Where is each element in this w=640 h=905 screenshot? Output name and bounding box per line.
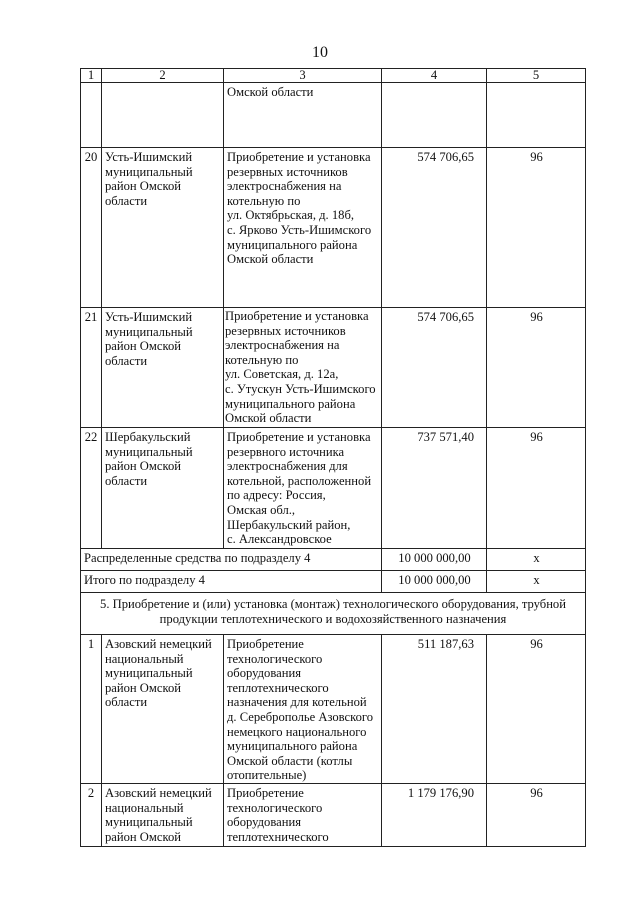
share-cell: 96 xyxy=(487,635,586,784)
summary-label: Распределенные средства по подразделу 4 xyxy=(81,549,382,571)
table-row xyxy=(81,783,586,846)
description-line: Приобретение xyxy=(227,785,304,800)
description-cell xyxy=(224,783,382,846)
summary-amount: 10 000 000,00 xyxy=(382,571,487,593)
description-line: котельной, расположенной xyxy=(227,473,372,488)
description-line: муниципального района xyxy=(227,739,358,754)
municipality-cell: Усть-Ишимский муниципальный район Омской области xyxy=(102,308,224,428)
column-number-header: 1 xyxy=(81,69,102,83)
description-line: муниципального района xyxy=(227,237,358,252)
description-line: Омской области (котлы xyxy=(227,753,353,768)
description-line: резервного источника xyxy=(227,444,345,459)
row-number: 22 xyxy=(81,428,102,549)
description-line: ул. Советская, д. 12а, xyxy=(225,367,339,382)
row-number: 20 xyxy=(81,148,102,308)
description-line: котельную по xyxy=(227,193,301,208)
description-line: резервных источников xyxy=(225,323,346,338)
description-line: Приобретение и установка xyxy=(225,309,369,323)
row-number: 1 xyxy=(81,635,102,784)
continuation-row xyxy=(81,83,586,148)
description-line: технологического xyxy=(227,800,323,815)
amount-cell: 737 571,40 xyxy=(382,428,487,549)
description-line: котельную по xyxy=(225,352,299,367)
description-line: оборудования xyxy=(227,666,301,681)
column-number-header: 4 xyxy=(382,69,487,83)
description-line: немецкого национального xyxy=(227,724,367,739)
description-line: технологического xyxy=(227,651,323,666)
table-row xyxy=(81,428,586,549)
municipality-cell: Азовский немецкий национальный муниципальный район Омской xyxy=(102,783,224,846)
description-line: ул. Октябрьская, д. 18б, xyxy=(227,208,355,223)
description-line: Омской области xyxy=(227,252,314,267)
description-line: Омской области xyxy=(225,411,312,426)
description-line: теплотехнического xyxy=(227,829,329,844)
section-heading-row xyxy=(81,593,586,635)
table-row xyxy=(81,148,586,308)
column-number-header: 5 xyxy=(487,69,586,83)
summary-amount: 10 000 000,00 xyxy=(382,549,487,571)
description-cell xyxy=(224,308,382,428)
description-line: электроснабжения на xyxy=(225,338,340,353)
amount-cell: 574 706,65 xyxy=(382,308,487,428)
amount-cell: 574 706,65 xyxy=(382,148,487,308)
row-number: 2 xyxy=(81,783,102,846)
amount-cell: 511 187,63 xyxy=(382,635,487,784)
municipality-cell: Шербакульский муниципальный район Омской области xyxy=(102,428,224,549)
description-line: муниципального района xyxy=(225,396,356,411)
description-cell: Омской области xyxy=(224,83,382,148)
summary-mark: х xyxy=(487,549,586,571)
description-line: с. Александровское xyxy=(227,532,332,547)
description-line: назначения для котельной xyxy=(227,695,367,710)
description-line: по адресу: Россия, xyxy=(227,488,326,503)
amount-cell: 1 179 176,90 xyxy=(382,783,487,846)
summary-row xyxy=(81,549,586,571)
description-line: электроснабжения на xyxy=(227,179,342,194)
description-cell xyxy=(224,635,382,784)
description-line: с. Ярково Усть-Ишимского xyxy=(227,222,372,237)
description-line: отопительные) xyxy=(227,768,307,783)
table-header-row xyxy=(81,69,586,83)
description-line: теплотехнического xyxy=(227,680,329,695)
section-title: 5. Приобретение и (или) установка (монтаж) технологического оборудования, трубной продукции теплотехнического и водохозяйственного назначения xyxy=(81,593,586,635)
table-row xyxy=(81,308,586,428)
description-line: с. Утускун Усть-Ишимского xyxy=(225,381,376,396)
description-line: электроснабжения для xyxy=(227,459,348,474)
municipality-cell: Азовский немецкий национальный муниципальный район Омской области xyxy=(102,635,224,784)
row-number: 21 xyxy=(81,308,102,428)
description-line: Приобретение и установка xyxy=(227,150,371,164)
description-line: резервных источников xyxy=(227,164,348,179)
description-line: Приобретение xyxy=(227,637,304,651)
description-cell xyxy=(224,428,382,549)
description-line: Приобретение и установка xyxy=(227,430,371,444)
column-number-header: 3 xyxy=(224,69,382,83)
description-line: д. Сереброполье Азовского xyxy=(227,709,374,724)
summary-label: Итого по подразделу 4 xyxy=(81,571,382,593)
description-cell xyxy=(224,148,382,308)
description-line: Шербакульский район, xyxy=(227,517,351,532)
column-number-header: 2 xyxy=(102,69,224,83)
municipality-cell: Усть-Ишимский муниципальный район Омской области xyxy=(102,148,224,308)
description-line: оборудования xyxy=(227,815,301,830)
share-cell: 96 xyxy=(487,308,586,428)
summary-mark: х xyxy=(487,571,586,593)
table-row xyxy=(81,635,586,784)
description-line: Омская обл., xyxy=(227,502,296,517)
share-cell: 96 xyxy=(487,148,586,308)
allocation-table xyxy=(80,68,586,847)
share-cell: 96 xyxy=(487,428,586,549)
summary-row xyxy=(81,571,586,593)
share-cell: 96 xyxy=(487,783,586,846)
page-number: 10 xyxy=(312,44,328,61)
